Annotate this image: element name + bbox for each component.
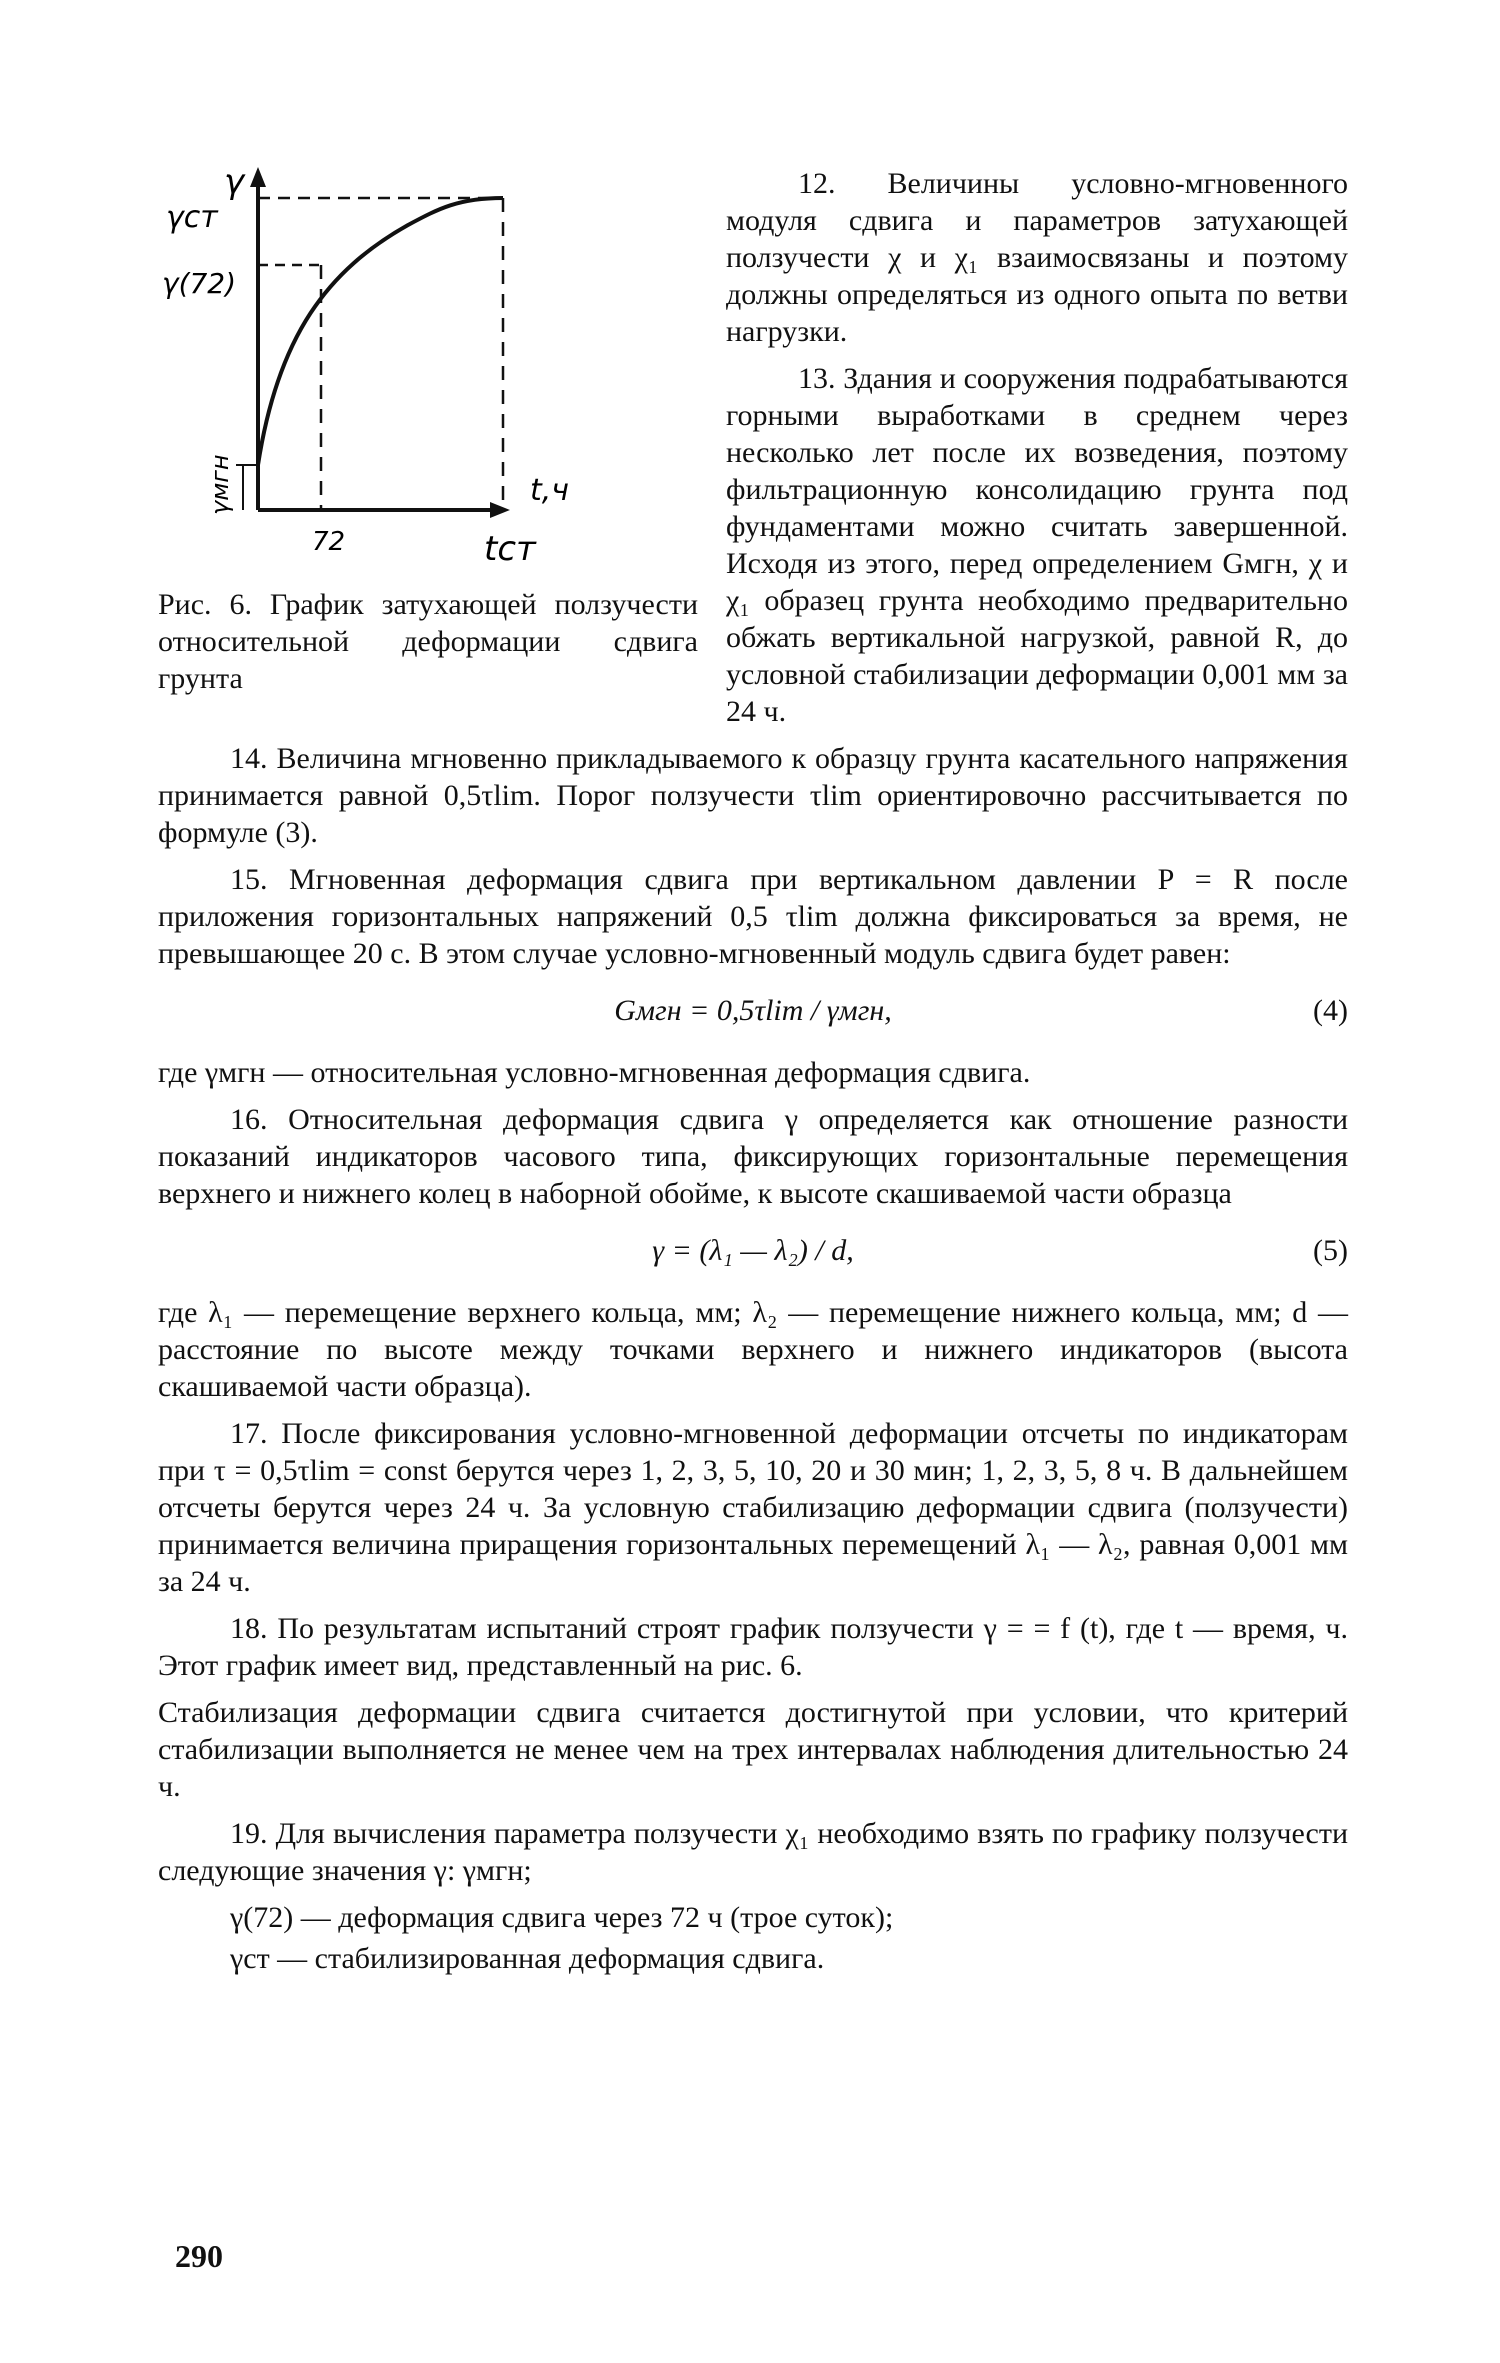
paragraph-15-explanation: где γмгн — относительная условно-мгновенная деформация сдвига. <box>158 1056 1031 1089</box>
tick-72: 72 <box>312 527 346 557</box>
x-axis-label: t,ч <box>530 473 570 508</box>
figure-6 <box>158 165 698 697</box>
y-axis-symbol: γ <box>224 165 245 202</box>
paragraph-19: 19. Для вычисления параметра ползучести χ₁ необходимо взять по графику ползучести следующие значения γ: γмгн; <box>158 1817 1348 1887</box>
formula-4-number: (4) <box>1313 994 1348 1027</box>
paragraph-17: 17. После фиксирования условно-мгновенной деформации отсчеты по индикаторам при τ = 0,5τlim = const берутся через 1, 2, 3, 5, 10, 20 и 30 мин; 1, 2, 3, 5, 8 ч. В дальнейшем отсчеты берутся через 24 ч. За условную стабилизацию деформации сдвига (ползучести) принимается величина приращения горизонтальных перемещений λ₁ — λ₂, равная 0,001 мм за 24 ч. <box>158 1417 1348 1598</box>
label-gamma-72: γ(72) <box>162 267 237 300</box>
label-gamma-mgn: γмгн <box>206 454 234 515</box>
paragraph-14: 14. Величина мгновенно прикладываемого к образцу грунта касательного напряжения принимается равной 0,5τlim. Порог ползучести τlim ориентировочно рассчитывается по формуле (3). <box>158 742 1348 849</box>
y-axis-arrow-icon <box>250 167 266 187</box>
page-content <box>158 165 1348 2325</box>
page-number: 290 <box>175 2238 223 2274</box>
paragraph-18: 18. По результатам испытаний строят график ползучести γ = = f (t), где t — время, ч. Этот график имеет вид, представленный на рис. 6. <box>158 1612 1348 1682</box>
formula-4-expression: Gмгн = 0,5τlim / γмгн, <box>614 994 892 1027</box>
creep-graph <box>158 165 698 570</box>
figure-caption: Рис. 6. График затухающей ползучести относительной деформации сдвига грунта <box>158 588 698 695</box>
formula-5-expression: γ = (λ₁ — λ₂) / d, <box>652 1234 854 1267</box>
paragraph-16: 16. Относительная деформация сдвига γ определяется как отношение разности показаний индикаторов часового типа, фиксирующих горизонтальные перемещения верхнего и нижнего колец в наборной обойме, к высоте скашиваемой части образца <box>158 1103 1348 1210</box>
x-axis-arrow-icon <box>490 502 510 518</box>
paragraph-19-item-1: γ(72) — деформация сдвига через 72 ч (трое суток); <box>230 1901 894 1934</box>
paragraph-13: 13. Здания и сооружения подрабатываются горными выработками в среднем через несколько лет после их возведения, поэтому фильтрационную консолидацию грунта под фундаментами можно считать завершенной. Исходя из этого, перед определением Gмгн, χ и χ₁ образец грунта необходимо предварительно обжать вертикальной нагрузкой, равной R, до условной стабилизации деформации 0,001 мм за 24 ч. <box>726 362 1348 728</box>
formula-5 <box>158 1224 1348 1284</box>
formula-5-number: (5) <box>1313 1234 1348 1267</box>
label-gamma-st: γст <box>166 200 218 235</box>
formula-4 <box>158 984 1348 1044</box>
paragraph-18-stabilization: Стабилизация деформации сдвига считается достигнутой при условии, что критерий стабилизации выполняется не менее чем на трех интервалах наблюдения длительностью 24 ч. <box>158 1696 1348 1803</box>
paragraph-15: 15. Мгновенная деформация сдвига при вертикальном давлении P = R после приложения горизонтальных напряжений 0,5 τlim должна фиксироваться за время, не превышающее 20 с. В этом случае условно-мгновенный модуль сдвига будет равен: <box>158 863 1348 970</box>
creep-curve <box>258 198 503 465</box>
paragraph-12: 12. Величины условно-мгновенного модуля сдвига и параметров затухающей ползучести χ и χ₁ взаимосвязаны и поэтому должны определяться из одного опыта по ветви нагрузки. <box>726 167 1348 348</box>
tick-t-st: tст <box>484 529 536 569</box>
paragraph-19-item-2: γст — стабилизированная деформация сдвига. <box>230 1942 825 1975</box>
paragraph-16-explanation: где λ₁ — перемещение верхнего кольца, мм; λ₂ — перемещение нижнего кольца, мм; d — расстояние по высоте между точками верхнего и нижнего индикаторов (высота скашиваемой части образца). <box>158 1296 1348 1403</box>
